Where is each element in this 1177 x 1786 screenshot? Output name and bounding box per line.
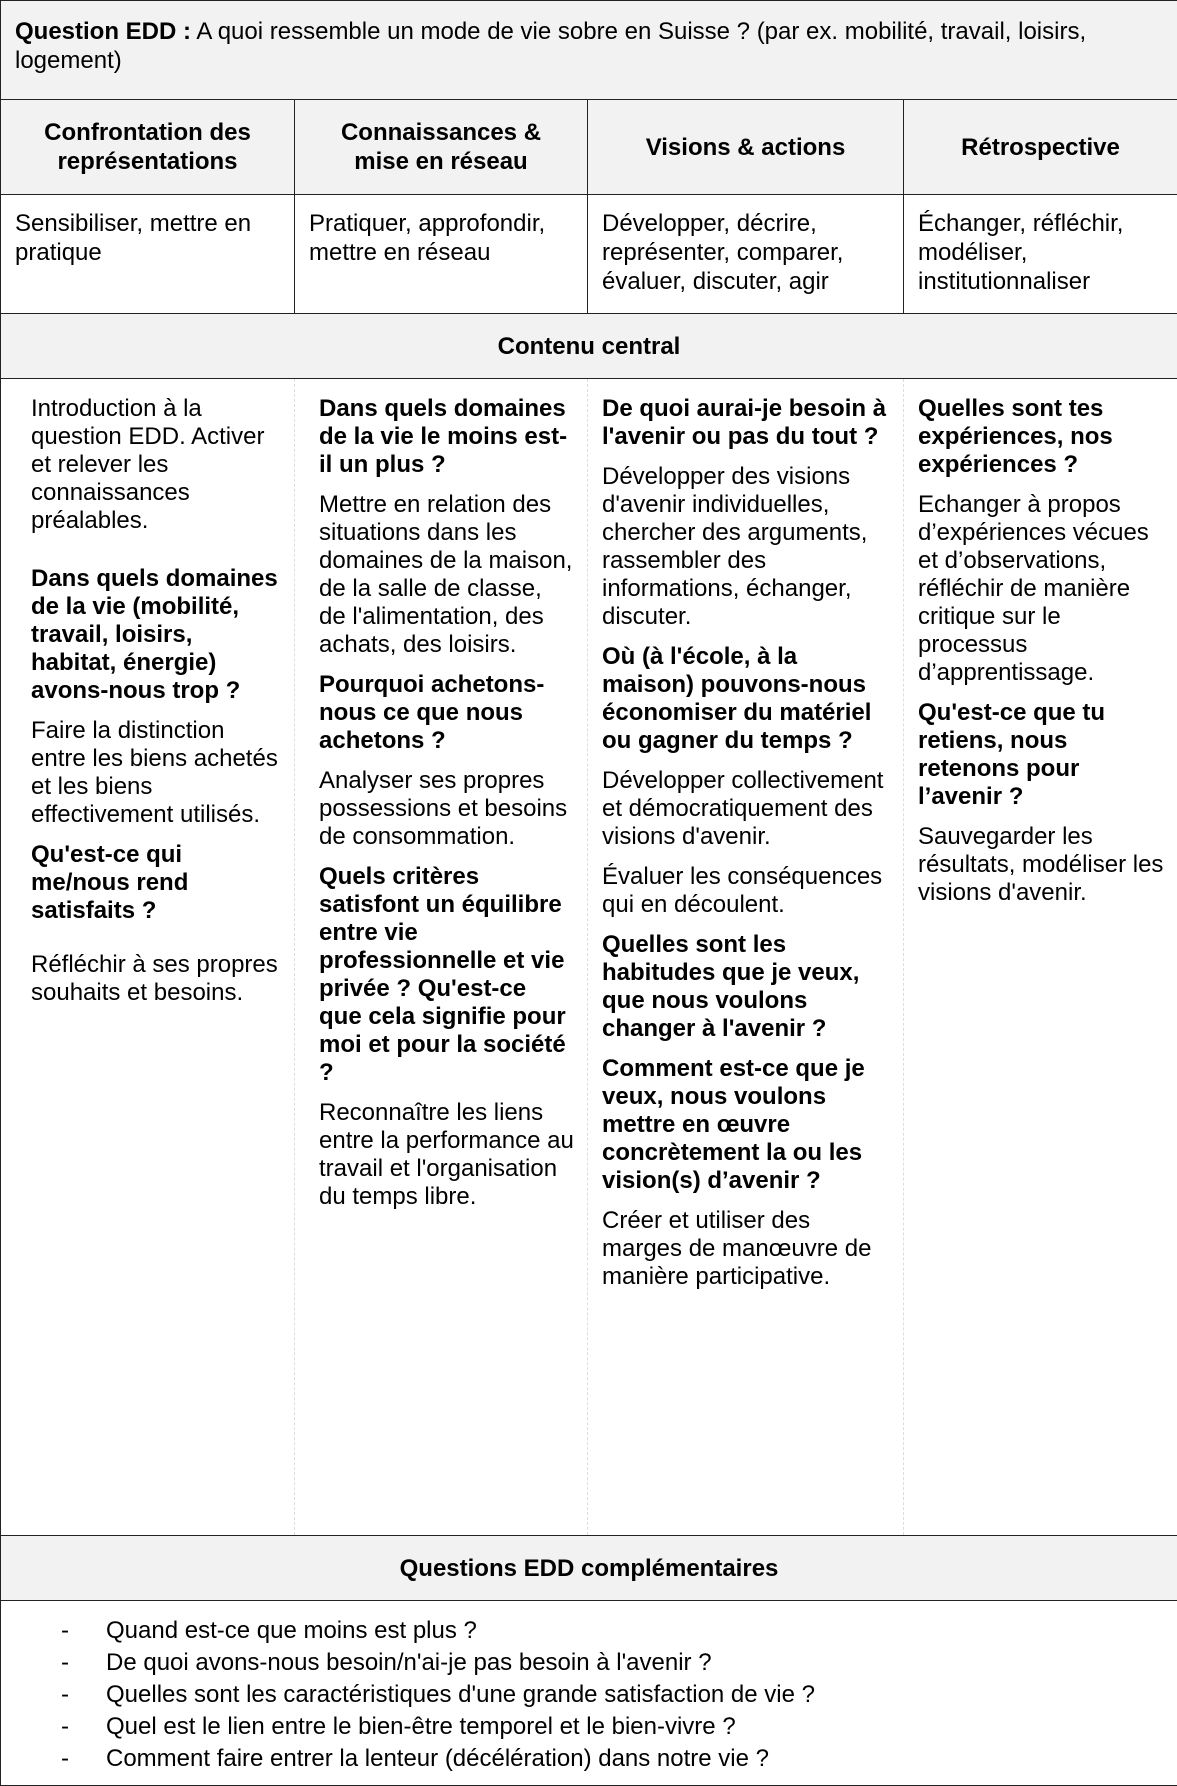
objective-2: Pratiquer, approfondir, mettre en réseau bbox=[295, 195, 588, 314]
complementary-question-text: Quelles sont les caractéristiques d'une grande satisfaction de vie ? bbox=[106, 1681, 815, 1708]
complementary-question bbox=[61, 1679, 1157, 1711]
central-column-1 bbox=[1, 379, 295, 1536]
activity-text: Echanger à propos d’expériences vécues et d’observations, réfléchir de manière critique sur le processus d’apprentissage. bbox=[918, 491, 1165, 687]
guiding-question: Quelles sont les habitudes que je veux, que nous voulons changer à l'avenir ? bbox=[602, 931, 891, 1043]
complementary-question bbox=[61, 1711, 1157, 1743]
complementary-question-text: Quand est-ce que moins est plus ? bbox=[106, 1617, 477, 1644]
objective-1: Sensibiliser, mettre en pratique bbox=[1, 195, 295, 314]
dash-bullet: - bbox=[61, 1615, 69, 1647]
guiding-question: Comment est-ce que je veux, nous voulons mettre en œuvre concrètement la ou les vision(s) d’avenir ? bbox=[602, 1055, 891, 1195]
complementary-list-cell bbox=[1, 1601, 1177, 1786]
complementary-question bbox=[61, 1615, 1157, 1647]
activity-text: Faire la distinction entre les biens achetés et les biens effectivement utilisés. bbox=[31, 717, 282, 829]
activity-text: Introduction à la question EDD. Activer et relever les connaissances préalables. bbox=[31, 395, 282, 535]
guiding-question: Pourquoi achetons-nous ce que nous achetons ? bbox=[319, 671, 575, 755]
activity-text: Mettre en relation des situations dans les domaines de la maison, de la salle de classe, de l'alimentation, des achats, des loisirs. bbox=[319, 491, 575, 659]
complementary-question-text: De quoi avons-nous besoin/n'ai-je pas besoin à l'avenir ? bbox=[106, 1649, 712, 1676]
central-column-2 bbox=[295, 379, 588, 1536]
complementary-title-row bbox=[1, 1536, 1177, 1601]
phase-header-4: Rétrospective bbox=[904, 100, 1177, 195]
activity-text: Réfléchir à ses propres souhaits et besoins. bbox=[31, 951, 282, 1007]
complementary-question-text: Comment faire entrer la lenteur (décélération) dans notre vie ? bbox=[106, 1745, 769, 1772]
guiding-question: Où (à l'école, à la maison) pouvons-nous économiser du matériel ou gagner du temps ? bbox=[602, 643, 891, 755]
central-title-row bbox=[1, 314, 1177, 379]
guiding-question: Qu'est-ce qui me/nous rend satisfaits ? bbox=[31, 841, 282, 925]
dash-bullet: - bbox=[61, 1647, 69, 1679]
complementary-question-text: Quel est le lien entre le bien-être temporel et le bien-vivre ? bbox=[106, 1713, 736, 1740]
complementary-question bbox=[61, 1647, 1157, 1679]
central-column-4 bbox=[904, 379, 1177, 1536]
guiding-question: De quoi aurai-je besoin à l'avenir ou pas du tout ? bbox=[602, 395, 891, 451]
question-cell bbox=[1, 1, 1177, 100]
complementary-title: Questions EDD complémentaires bbox=[1, 1536, 1177, 1601]
dash-bullet: - bbox=[61, 1679, 69, 1711]
activity-text: Sauvegarder les résultats, modéliser les visions d'avenir. bbox=[918, 823, 1165, 907]
question-row bbox=[1, 1, 1177, 100]
activity-text: Reconnaître les liens entre la performance au travail et l'organisation du temps libre. bbox=[319, 1099, 575, 1211]
objectives-row bbox=[1, 195, 1177, 314]
phase-header-1: Confrontation des représentations bbox=[1, 100, 295, 195]
guiding-question: Dans quels domaines de la vie le moins est-il un plus ? bbox=[319, 395, 575, 479]
complementary-question-list bbox=[61, 1615, 1157, 1775]
activity-text: Créer et utiliser des marges de manœuvre de manière participative. bbox=[602, 1207, 891, 1291]
question-text: A quoi ressemble un mode de vie sobre en Suisse ? (par ex. mobilité, travail, loisirs, logement) bbox=[15, 18, 1086, 74]
phase-header-row bbox=[1, 100, 1177, 195]
guiding-question: Qu'est-ce que tu retiens, nous retenons pour l’avenir ? bbox=[918, 699, 1165, 811]
phase-header-3: Visions & actions bbox=[588, 100, 904, 195]
question-label: Question EDD : bbox=[15, 18, 191, 45]
guiding-question: Dans quels domaines de la vie (mobilité, travail, loisirs, habitat, énergie) avons-nous trop ? bbox=[31, 565, 282, 705]
central-column-3 bbox=[588, 379, 904, 1536]
activity-text: Évaluer les conséquences qui en découlent. bbox=[602, 863, 891, 919]
central-title: Contenu central bbox=[1, 314, 1177, 379]
complementary-question bbox=[61, 1743, 1157, 1775]
activity-text: Développer collectivement et démocratiquement des visions d'avenir. bbox=[602, 767, 891, 851]
guiding-question: Quelles sont tes expériences, nos expériences ? bbox=[918, 395, 1165, 479]
dash-bullet: - bbox=[61, 1711, 69, 1743]
dash-bullet: - bbox=[61, 1743, 69, 1775]
objective-4: Échanger, réfléchir, modéliser, institutionnaliser bbox=[904, 195, 1177, 314]
objective-3: Développer, décrire, représenter, comparer, évaluer, discuter, agir bbox=[588, 195, 904, 314]
phase-header-2: Connaissances & mise en réseau bbox=[295, 100, 588, 195]
complementary-list-row bbox=[1, 1601, 1177, 1786]
central-content-row bbox=[1, 379, 1177, 1536]
activity-text: Analyser ses propres possessions et besoins de consommation. bbox=[319, 767, 575, 851]
activity-text: Développer des visions d'avenir individuelles, chercher des arguments, rassembler des informations, échanger, discuter. bbox=[602, 463, 891, 631]
guiding-question: Quels critères satisfont un équilibre entre vie professionnelle et vie privée ? Qu'est-ce que cela signifie pour moi et pour la société ? bbox=[319, 863, 575, 1087]
